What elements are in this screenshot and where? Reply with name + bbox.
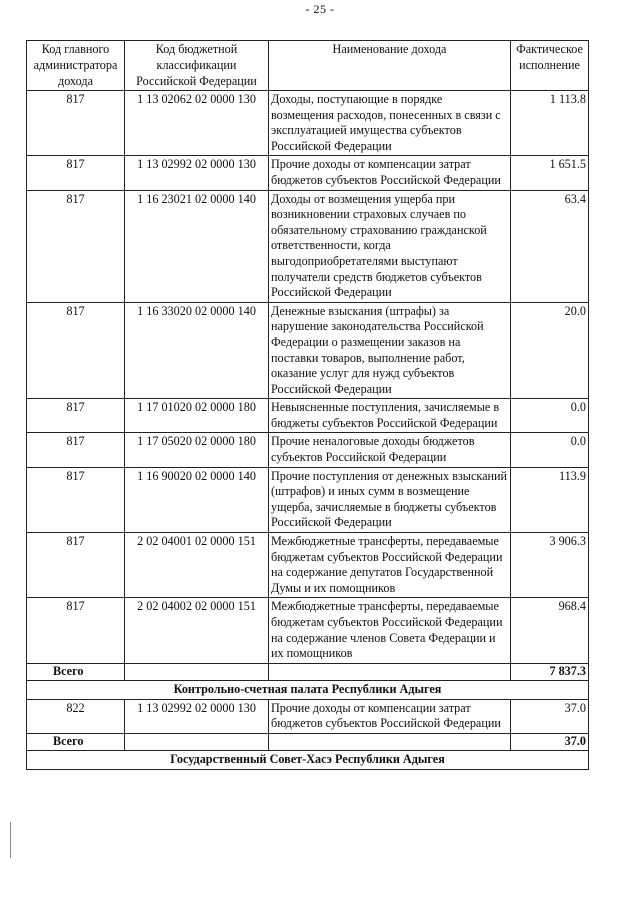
table-row	[27, 156, 589, 190]
table-row	[27, 190, 589, 302]
table-row	[27, 533, 589, 598]
scan-edge-mark	[10, 822, 11, 858]
budget-code-cell: 2 02 04001 02 0000 151	[125, 533, 269, 598]
income-name-cell: Доходы, поступающие в порядке возмещения расходов, понесенных в связи с эксплуатацией имущества субъектов Российской Федерации	[269, 91, 511, 156]
budget-code-cell: 1 16 33020 02 0000 140	[125, 302, 269, 399]
admin-code-cell: 817	[27, 91, 125, 156]
header-code: Код бюджетной классификации Российской Федерации	[125, 41, 269, 91]
admin-code-cell: 817	[27, 433, 125, 467]
empty-cell	[125, 733, 269, 750]
budget-code-cell: 1 17 05020 02 0000 180	[125, 433, 269, 467]
table-row	[27, 598, 589, 663]
amount-cell: 968.4	[511, 598, 589, 663]
total-amount: 7 837.3	[511, 663, 589, 680]
table-row	[27, 467, 589, 532]
amount-cell: 113.9	[511, 467, 589, 532]
table-row	[27, 91, 589, 156]
amount-cell: 63.4	[511, 190, 589, 302]
budget-code-cell: 1 13 02992 02 0000 130	[125, 156, 269, 190]
amount-cell: 0.0	[511, 433, 589, 467]
budget-code-cell: 2 02 04002 02 0000 151	[125, 598, 269, 663]
total-row	[27, 733, 589, 750]
header-admin: Код главного администратора дохода	[27, 41, 125, 91]
income-name-cell: Прочие доходы от компенсации затрат бюджетов субъектов Российской Федерации	[269, 156, 511, 190]
income-name-cell: Невыясненные поступления, зачисляемые в бюджеты субъектов Российской Федерации	[269, 399, 511, 433]
income-name-cell: Прочие доходы от компенсации затрат бюджетов субъектов Российской Федерации	[269, 699, 511, 733]
page-number: - 25 -	[305, 2, 335, 16]
budget-code-cell: 1 16 23021 02 0000 140	[125, 190, 269, 302]
admin-code-cell: 817	[27, 467, 125, 532]
budget-code-cell: 1 16 90020 02 0000 140	[125, 467, 269, 532]
income-name-cell: Денежные взыскания (штрафы) за нарушение законодательства Российской Федерации о размещении заказов на поставки товаров, выполнение работ, оказание услуг для нужд субъектов Российской Федерации	[269, 302, 511, 399]
budget-code-cell: 1 13 02062 02 0000 130	[125, 91, 269, 156]
admin-code-cell: 817	[27, 190, 125, 302]
amount-cell: 20.0	[511, 302, 589, 399]
admin-code-cell: 817	[27, 156, 125, 190]
revenue-table	[26, 40, 589, 770]
table-row	[27, 399, 589, 433]
table-row	[27, 302, 589, 399]
total-amount: 37.0	[511, 733, 589, 750]
admin-code-cell: 822	[27, 699, 125, 733]
empty-cell	[125, 663, 269, 680]
admin-code-cell: 817	[27, 598, 125, 663]
amount-cell: 1 113.8	[511, 91, 589, 156]
section-title: Контрольно-счетная палата Республики Адыгея	[27, 680, 589, 699]
total-label: Всего	[27, 663, 125, 680]
amount-cell: 1 651.5	[511, 156, 589, 190]
income-name-cell: Межбюджетные трансферты, передаваемые бюджетам субъектов Российской Федерации на содержание депутатов Государственной Думы и их помощников	[269, 533, 511, 598]
empty-cell	[269, 663, 511, 680]
section-title: Государственный Совет-Хасэ Республики Адыгея	[27, 750, 589, 769]
total-row	[27, 663, 589, 680]
table-row	[27, 699, 589, 733]
header-amount: Фактическое исполнение	[511, 41, 589, 91]
amount-cell: 0.0	[511, 399, 589, 433]
table-row	[27, 433, 589, 467]
admin-code-cell: 817	[27, 399, 125, 433]
amount-cell: 3 906.3	[511, 533, 589, 598]
admin-code-cell: 817	[27, 302, 125, 399]
header-name: Наименование дохода	[269, 41, 511, 91]
income-name-cell: Доходы от возмещения ущерба при возникновении страховых случаев по обязательному страхованию гражданской ответственности, когда выгодоприобретателями выступают получатели средств бюджетов субъектов Российской Федерации	[269, 190, 511, 302]
income-name-cell: Прочие неналоговые доходы бюджетов субъектов Российской Федерации	[269, 433, 511, 467]
section-header-row	[27, 680, 589, 699]
budget-code-cell: 1 13 02992 02 0000 130	[125, 699, 269, 733]
total-label: Всего	[27, 733, 125, 750]
admin-code-cell: 817	[27, 533, 125, 598]
income-name-cell: Прочие поступления от денежных взысканий (штрафов) и иных сумм в возмещение ущерба, зачисляемые в бюджеты субъектов Российской Федерации	[269, 467, 511, 532]
section-header-row	[27, 750, 589, 769]
income-name-cell: Межбюджетные трансферты, передаваемые бюджетам субъектов Российской Федерации на содержание членов Совета Федерации и их помощников	[269, 598, 511, 663]
amount-cell: 37.0	[511, 699, 589, 733]
budget-code-cell: 1 17 01020 02 0000 180	[125, 399, 269, 433]
empty-cell	[269, 733, 511, 750]
table-header-row	[27, 41, 589, 91]
